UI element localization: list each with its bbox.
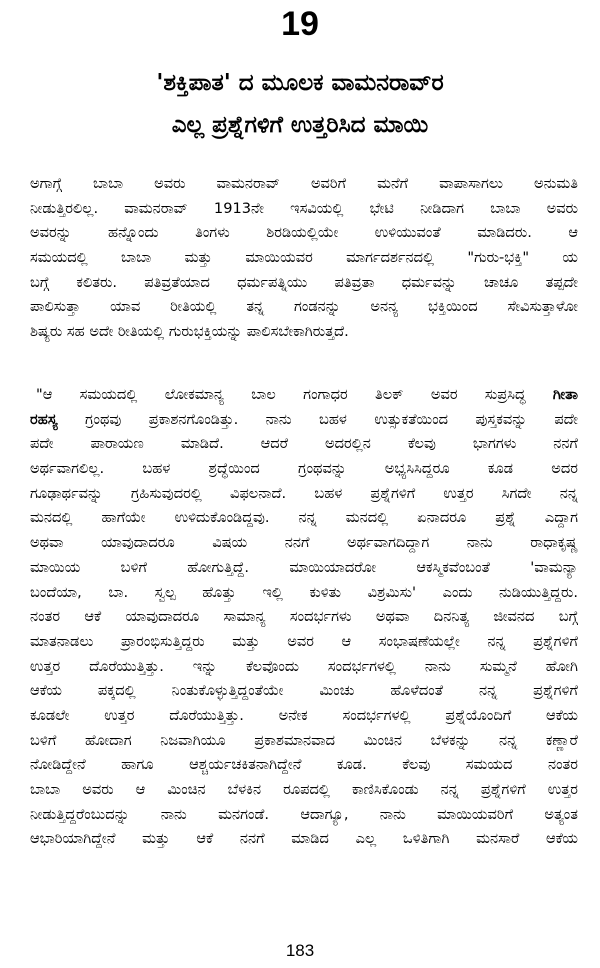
chapter-title-line-1: 'ಶಕ್ತಿಪಾತ' ದ ಮೂಲಕ ವಾಮನರಾವ್‌ರ xyxy=(156,70,444,96)
text-line: ಗೂಢಾರ್ಥವನ್ನು ಗ್ರಹಿಸುವುದರಲ್ಲಿ ವಿಫಲನಾದೆ. ಬಹಳ ಪ್ರಶ್ನೆಗಳಿಗೆ ಉತ್ತರ ಸಿಗದೇ ನನ್ನ xyxy=(30,484,578,502)
text-line: ಸಮಯದಲ್ಲಿ ಬಾಬಾ ಮತ್ತು ಮಾಯಿಯವರ ಮಾರ್ಗದರ್ಶನದಲ್ಲಿ "ಗುರು-ಭಕ್ತಿ" ಯ xyxy=(30,249,578,267)
text-line: ಮಾತನಾಡಲು ಪ್ರಾರಂಭಿಸುತ್ತಿದ್ದರು ಮತ್ತು ಅವರ ಆ ಸಂಭಾಷಣೆಯಲ್ಲೇ ನನ್ನ ಪ್ರಶ್ನೆಗಳಿಗೆ xyxy=(30,632,578,650)
text-line: ಅರ್ಥವಾಗಲಿಲ್ಲ. ಬಹಳ ಶ್ರದ್ಧೆಯಿಂದ ಗ್ರಂಥವನ್ನು ಅಭ್ಯಸಿಸಿದ್ದರೂ ಕೂಡ ಅದರ xyxy=(30,460,578,478)
text-line: ನಂತರ ಆಕೆ ಯಾವುದಾದರೂ ಸಾಮಾನ್ಯ ಸಂದರ್ಭಗಳು ಅಥವಾ ದಿನನಿತ್ಯ ಜೀವನದ ಬಗ್ಗೆ xyxy=(30,608,578,626)
text-line: ನೀಡುತ್ತಿರಲಿಲ್ಲ. ವಾಮನರಾವ್ 1913ನೇ ಇಸವಿಯಲ್ಲಿ ಭೇಟಿ ನೀಡಿದಾಗ ಬಾಬಾ ಅವರು xyxy=(30,199,578,217)
text-line: ಅಥವಾ ಯಾವುದಾದರೂ ವಿಷಯ ನನಗೆ ಅರ್ಥವಾಗದಿದ್ದಾಗ ನಾನು ರಾಧಾಕೃಷ್ಣ xyxy=(30,534,578,552)
chapter-title xyxy=(20,62,580,146)
paragraph-1 xyxy=(30,172,578,345)
text-line: ಪಾಲಿಸುತ್ತಾ ಯಾವ ರೀತಿಯಲ್ಲಿ ತನ್ನ ಗಂಡನನ್ನು ಅನನ್ಯ ಭಕ್ತಿಯಿಂದ ಸೇವಿಸುತ್ತಾಳೋ xyxy=(30,298,578,316)
chapter-title-line-2: ಎಲ್ಲ ಪ್ರಶ್ನೆಗಳಿಗೆ ಉತ್ತರಿಸಿದ ಮಾಯಿ xyxy=(171,112,429,138)
text-line xyxy=(30,408,578,433)
text-line: ನೀಡುತ್ತಿದ್ದರೆಂಬುದನ್ನು ನಾನು ಮನಗಂಡೆ. ಆದಾಗ್ಯೂ, ನಾನು ಮಾಯಿಯವರಿಗೆ ಅತ್ಯಂತ xyxy=(30,805,578,823)
text-segment: "ಆ ಸಮಯದಲ್ಲಿ ಲೋಕಮಾನ್ಯ ಬಾಲ ಗಂಗಾಧರ ತಿಲಕ್ ಅವರ ಸುಪ್ರಸಿದ್ಧ xyxy=(36,386,553,403)
text-line: ಅವರನ್ನು ಹನ್ನೊಂದು ತಿಂಗಳು ಶಿರಡಿಯಲ್ಲಿಯೇ ಉಳಿಯುವಂತೆ ಮಾಡಿದರು. ಆ xyxy=(30,224,578,242)
text-line: ಮಾಯಿಯ ಬಳಿಗೆ ಹೋಗುತ್ತಿದ್ದೆ. ಮಾಯಿಯಾದರೋ ಆಕಸ್ಮಿಕವೆಂಬಂತೆ 'ವಾಮನ್ಯಾ xyxy=(30,558,578,576)
text-segment: ಗ್ರಂಥವು ಪ್ರಕಾಶನಗೊಂಡಿತ್ತು. ನಾನು ಬಹಳ ಉತ್ಸುಕತೆಯಿಂದ ಪುಸ್ತಕವನ್ನು ಪದೇ xyxy=(57,410,578,428)
text-line: ಉತ್ತರ ದೊರೆಯುತ್ತಿತ್ತು. ಇನ್ನು ಕೆಲವೊಂದು ಸಂದರ್ಭಗಳಲ್ಲಿ ನಾನು ಸುಮ್ಮನೆ ಹೋಗಿ xyxy=(30,657,578,675)
text-line: ಪದೇ ಪಾರಾಯಣ ಮಾಡಿದೆ. ಆದರೆ ಅದರಲ್ಲಿನ ಕೆಲವು ಭಾಗಗಳು ನನಗೆ xyxy=(30,435,578,453)
paragraph-2 xyxy=(30,383,578,852)
text-line xyxy=(30,383,578,408)
text-line: ಶಿಷ್ಯರು ಸಹ ಅದೇ ರೀತಿಯಲ್ಲಿ ಗುರುಭಕ್ತಿಯನ್ನು ಪಾಲಿಸಬೇಕಾಗಿರುತ್ತದೆ. xyxy=(30,323,349,341)
book-title-part-1: ಗೀತಾ xyxy=(552,386,578,403)
text-line: ಬಗ್ಗೆ ಕಲಿತರು. ಪತಿವ್ರತೆಯಾದ ಧರ್ಮಪತ್ನಿಯು ಪತಿವ್ರತಾ ಧರ್ಮವನ್ನು ಚಾಚೂ ತಪ್ಪದೇ xyxy=(30,273,578,291)
text-line: ಬಂದೆಯಾ, ಬಾ. ಸ್ವಲ್ಪ ಹೊತ್ತು ಇಲ್ಲಿ ಕುಳಿತು ವಿಶ್ರಮಿಸು' ಎಂದು ನುಡಿಯುತ್ತಿದ್ದರು. xyxy=(30,583,578,601)
text-line: ಬಾಬಾ ಅವರು ಆ ಮಿಂಚಿನ ಬೆಳಕಿನ ರೂಪದಲ್ಲಿ ಕಾಣಿಸಿಕೊಂಡು ನನ್ನ ಪ್ರಶ್ನೆಗಳಿಗೆ ಉತ್ತರ xyxy=(30,781,578,798)
book-title-part-2: ರಹಸ್ಯ xyxy=(30,410,58,428)
text-line: ಮನದಲ್ಲಿ ಹಾಗೆಯೇ ಉಳಿದುಕೊಂಡಿದ್ದವು. ನನ್ನ ಮನದಲ್ಲಿ ಏನಾದರೂ ಪ್ರಶ್ನೆ ಎದ್ದಾಗ xyxy=(30,509,578,527)
text-line: ಆಭಾರಿಯಾಗಿದ್ದೇನೆ ಮತ್ತು ಆಕೆ ನನಗೆ ಮಾಡಿದ ಎಲ್ಲ ಒಳಿತಿಗಾಗಿ ಮನಸಾರೆ ಆಕೆಯ xyxy=(30,830,578,848)
text-line: ಬಳಿಗೆ ಹೋದಾಗ ನಿಜವಾಗಿಯೂ ಪ್ರಕಾಶಮಾನವಾದ ಮಿಂಚಿನ ಬೆಳಕನ್ನು ನನ್ನ ಕಣ್ಣಾರೆ xyxy=(30,731,578,749)
chapter-number: 19 xyxy=(281,5,319,43)
text-line: ಆಕೆಯ ಪಕ್ಕದಲ್ಲಿ ನಿಂತುಕೊಳ್ಳುತ್ತಿದ್ದಂತೆಯೇ ಮಿಂಚು ಹೊಳೆದಂತೆ ನನ್ನ ಪ್ರಶ್ನೆಗಳಿಗೆ xyxy=(30,682,578,700)
page-number: 183 xyxy=(285,941,315,960)
text-line: ಅಗಾಗ್ಗೆ ಬಾಬಾ ಅವರು ವಾಮನರಾವ್ ಅವರಿಗೆ ಮನೆಗೆ ವಾಪಾಸಾಗಲು ಅನುಮತಿ xyxy=(30,175,578,192)
text-line: ನೋಡಿದ್ದೇನೆ ಹಾಗೂ ಆಶ್ಚರ್ಯಚಕಿತನಾಗಿದ್ದೇನೆ ಕೂಡ. ಕೆಲವು ಸಮಯದ ನಂತರ xyxy=(30,756,578,774)
text-line: ಕೂಡಲೇ ಉತ್ತರ ದೊರೆಯುತ್ತಿತ್ತು. ಅನೇಕ ಸಂದರ್ಭಗಳಲ್ಲಿ ಪ್ರಶ್ನೆಯೊಂದಿಗೆ ಆಕೆಯ xyxy=(30,706,578,724)
